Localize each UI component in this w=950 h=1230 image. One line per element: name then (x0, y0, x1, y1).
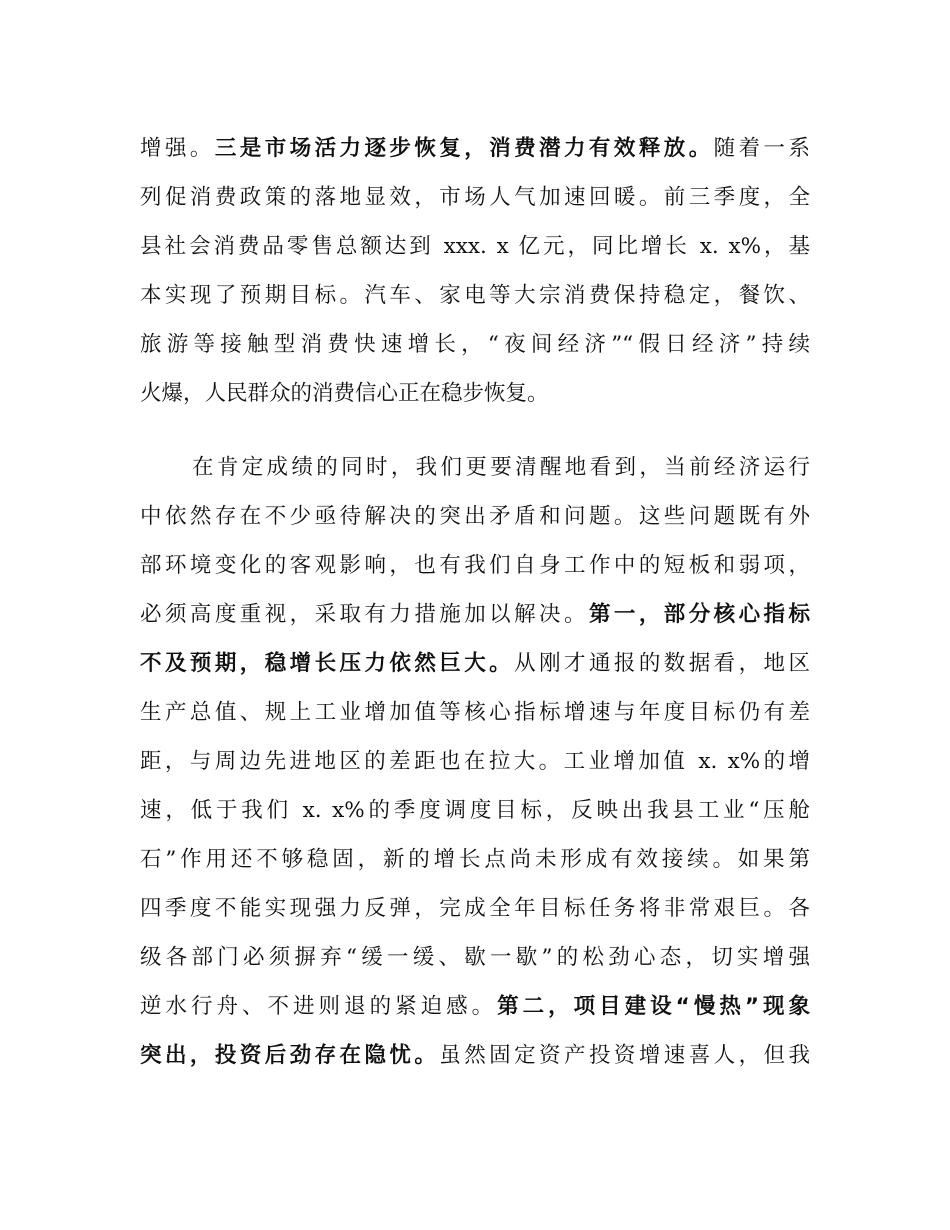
body-text: 随着一系 (713, 136, 810, 161)
paragraph (140, 443, 810, 1080)
text-line (140, 639, 810, 688)
body-text: 部环境变化的客观影响，也有我们自身工作中的短板和弱项， (140, 553, 810, 578)
text-line (140, 884, 810, 933)
text-line (140, 982, 810, 1031)
body-text: 逆水行舟、不进则退的紧迫感。 (140, 994, 498, 1019)
body-text: 石”作用还不够稳固，新的增长点尚未形成有效接续。如果第 (140, 847, 810, 872)
text-line (140, 320, 810, 369)
body-text: 旅游等接触型消费快速增长，“夜间经济”“假日经济”持续 (140, 332, 810, 357)
text-line (140, 541, 810, 590)
text-line (140, 124, 810, 173)
text-line (140, 492, 810, 541)
text-line (140, 688, 810, 737)
body-text: 中依然存在不少亟待解决的突出矛盾和问题。这些问题既有外 (140, 504, 810, 529)
body-text: 必须高度重视，采取有力措施加以解决。 (140, 602, 589, 627)
text-line (140, 933, 810, 982)
body-text: 级各部门必须摒弃“缓一缓、歇一歇”的松劲心态，切实增强 (140, 945, 810, 970)
text-line (140, 1031, 810, 1080)
text-line (140, 173, 810, 222)
text-line (140, 369, 810, 418)
text-line (140, 222, 810, 271)
body-text: 速，低于我们 x. x%的季度调度目标，反映出我县工业“压舱 (140, 798, 810, 823)
bold-heading-text: 三是市场活力逐步恢复，消费潜力有效释放。 (214, 136, 714, 161)
text-line (140, 271, 810, 320)
body-text: 距，与周边先进地区的差距也在拉大。工业增加值 x. x%的增 (140, 749, 810, 774)
body-text: 本实现了预期目标。汽车、家电等大宗消费保持稳定，餐饮、 (140, 283, 810, 308)
body-text: 虽然固定资产投资增速喜人，但我 (439, 1043, 810, 1068)
text-line (140, 835, 810, 884)
body-text: 四季度不能实现强力反弹，完成全年目标任务将非常艰巨。各 (140, 896, 810, 921)
body-text: 火爆，人民群众的消费信心正在稳步恢复。 (140, 381, 549, 406)
body-text: 生产总值、规上工业增加值等核心指标增速与年度目标仍有差 (140, 700, 810, 725)
bold-heading-text: 第一，部分核心指标 (588, 602, 810, 627)
text-line (140, 443, 810, 492)
body-text: 增强。 (140, 136, 215, 161)
text-line (140, 590, 810, 639)
text-line (140, 786, 810, 835)
body-text: 县社会消费品零售总额达到 xxx. x 亿元，同比增长 x. x%，基 (140, 234, 810, 259)
text-line (140, 737, 810, 786)
bold-heading-text: 突出，投资后劲存在隐忧。 (140, 1043, 440, 1068)
body-text: 列促消费政策的落地显效，市场人气加速回暖。前三季度，全 (140, 185, 810, 210)
body-text: 从刚才通报的数据看，地区 (514, 651, 810, 676)
bold-heading-text: 不及预期，稳增长压力依然巨大。 (140, 651, 515, 676)
body-text: 在肯定成绩的同时，我们更要清醒地看到，当前经济运行 (192, 455, 810, 480)
bold-heading-text: 第二，项目建设“慢热”现象 (497, 994, 810, 1019)
document-page (140, 124, 810, 1080)
paragraph (140, 124, 810, 418)
